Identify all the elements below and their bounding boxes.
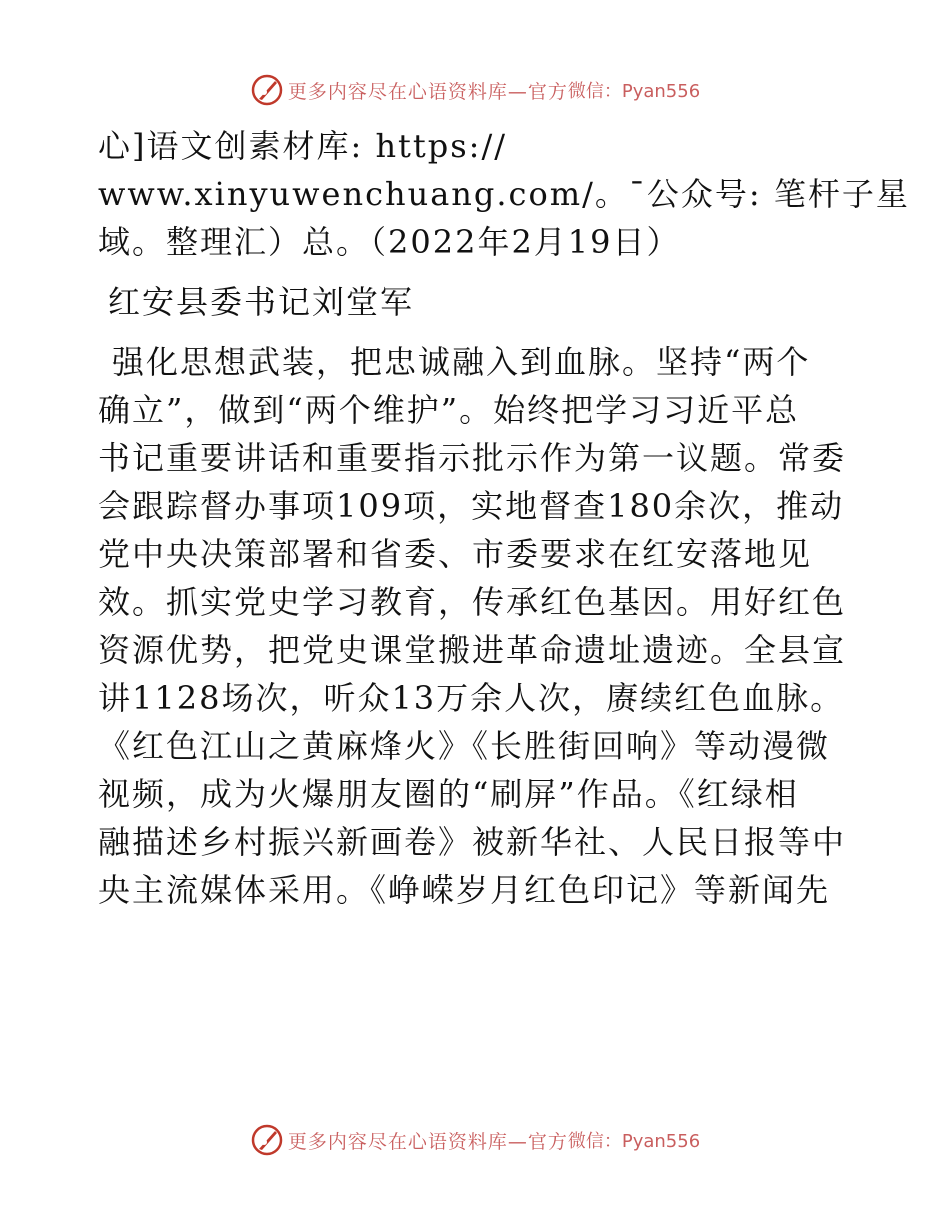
footer-watermark: [0, 1120, 950, 1160]
quill-logo-icon: [250, 73, 284, 107]
watermark-text: 更多内容尽在心语资料库—官方: [287, 80, 568, 103]
body-line-5: 党中央决策部署和省委、市委要求在红安落地见: [98, 535, 813, 573]
intro-line-1: 心]语文创素材库: https://: [98, 127, 508, 165]
intro-line-3: 域。整理汇）总。（2022年2月19日）: [98, 223, 681, 261]
body-line-11: 融描述乡村振兴新画卷》被新华社、人民日报等中: [98, 823, 847, 861]
body-line-1: 强化思想武装，把忠诚融入到血脉。坚持“两个: [112, 343, 811, 381]
body-line-7: 资源优势，把党史课堂搬进革命遗址遗迹。全县宣: [98, 631, 847, 669]
body-line-12: 央主流媒体采用。《峥嵘岁月红色印记》等新闻先: [98, 871, 831, 909]
watermark-text: 更多内容尽在心语资料库—官方: [287, 1130, 568, 1153]
body-line-4: 会跟踪督办事项109项，实地督查180余次，推动: [98, 487, 845, 525]
quill-logo-icon: [250, 1123, 284, 1157]
watermark-wechat: 微信：Pyan556: [567, 81, 701, 102]
document-body: [98, 122, 910, 914]
body-line-8: 讲1128场次，听众13万余人次，赓续红色血脉。: [98, 679, 845, 717]
body-line-9: 《红色江山之黄麻烽火》《长胜街回响》等动漫微: [98, 727, 831, 765]
body-line-10: 视频，成为火爆朋友圈的“刷屏”作品。《红绿相: [98, 775, 799, 813]
watermark-wechat: 微信：Pyan556: [567, 1131, 701, 1152]
author-line: 红安县委书记刘堂军: [108, 283, 415, 321]
intro-line-2: www.xinyuwenchuang.com/。¯公众号: 笔杆子星: [98, 175, 910, 213]
body-line-3: 书记重要讲话和重要指示批示作为第一议题。常委: [98, 439, 847, 477]
header-watermark: [0, 70, 950, 110]
body-line-6: 效。抓实党史学习教育，传承红色基因。用好红色: [98, 583, 847, 621]
body-line-2: 确立”，做到“两个维护”。始终把学习习近平总: [98, 391, 800, 429]
